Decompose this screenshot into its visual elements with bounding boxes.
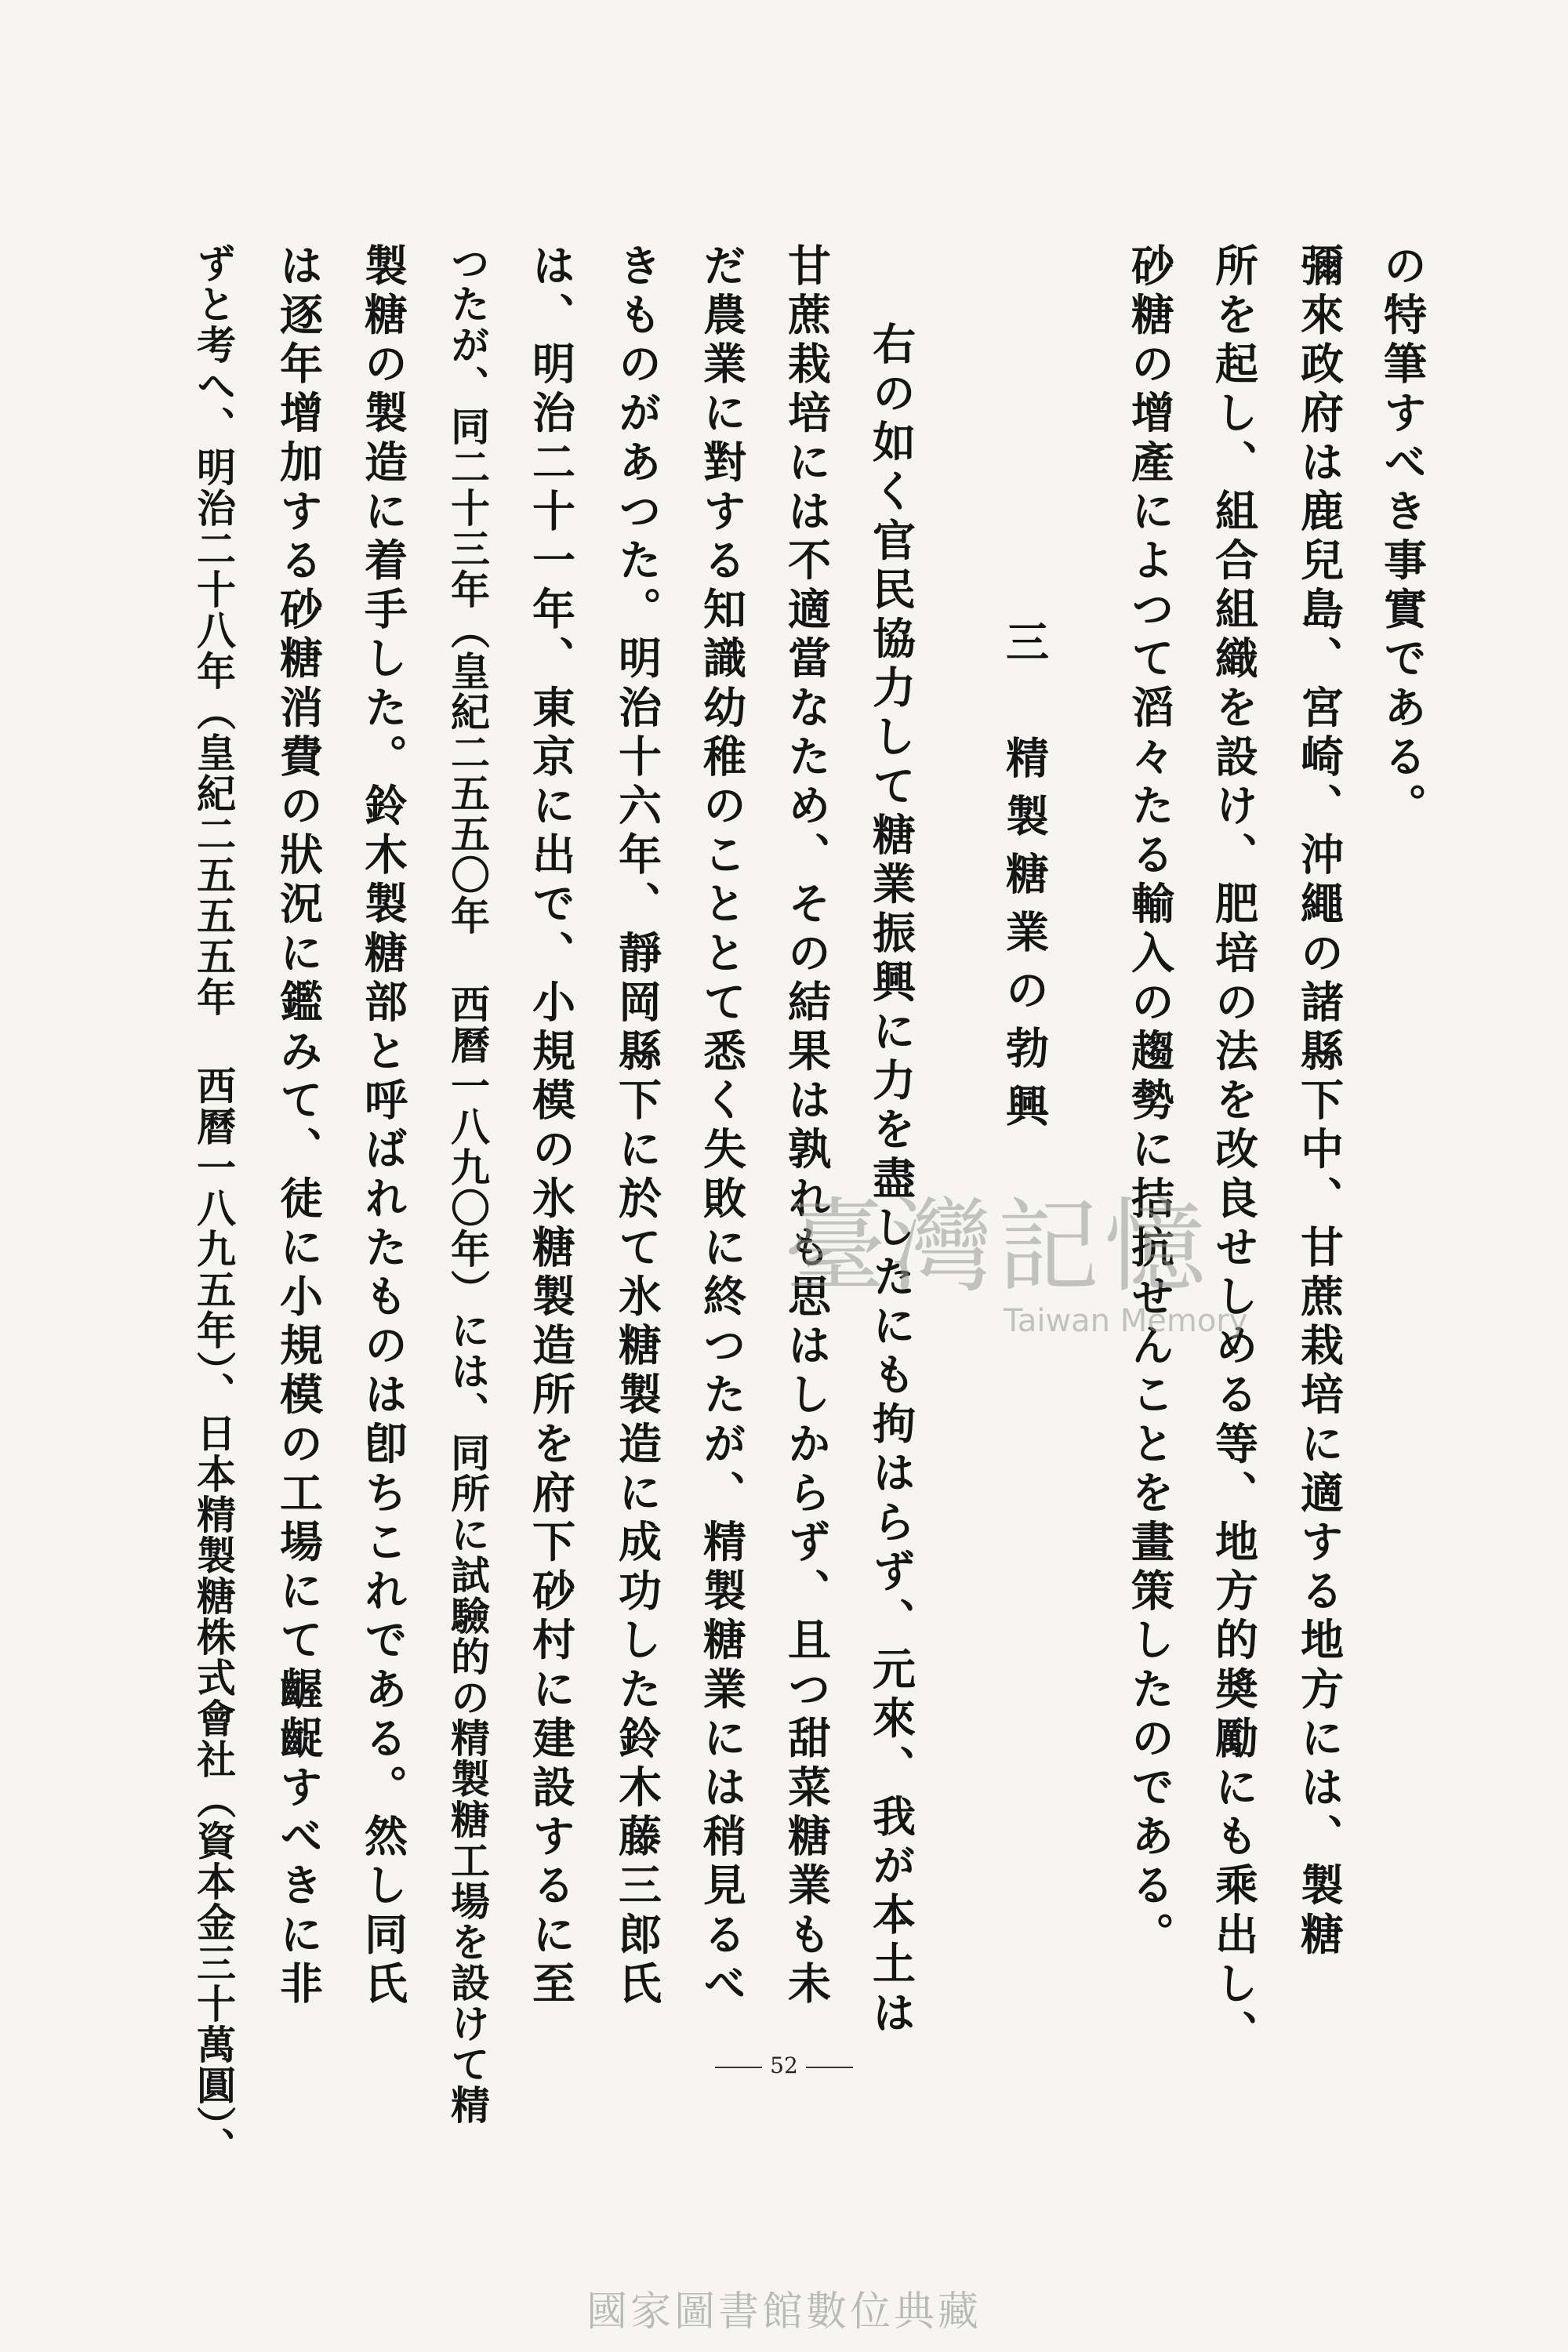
text-column-8: だ農業に對する知識幼稚のこととて悉く失敗に終つたが、精製糖業には稍見るべ bbox=[696, 243, 747, 2010]
watermark-en: Taiwan Memory bbox=[1004, 1303, 1248, 1339]
text-column-7: 甘蔗栽培には不適當なため、その結果は孰れも思はしからず、且つ甜菜糖業も未 bbox=[781, 243, 832, 2010]
text-column-9: きものがあつた。明治十六年、靜岡縣下に於て氷糖製造に成功した鈴木藤三郎氏 bbox=[612, 243, 662, 2010]
text-column-13: は逐年增加する砂糖消費の狀況に鑑みて、徒に小規模の工場にて齷齪すべきに非 bbox=[273, 243, 324, 2010]
text-column-10: は、明治二十一年、東京に出で、小規模の氷糖製造所を府下砂村に建設するに至 bbox=[525, 243, 576, 2010]
library-footer: 國家圖書館數位典藏 bbox=[586, 2288, 982, 2336]
watermark-logo bbox=[784, 1187, 1301, 1348]
text-column-2: 所を起し、組合組織を設け、肥培の法を改良せしめる等、地方的奬勵にも乘出し、 bbox=[1208, 243, 1259, 2060]
page-number: 52 bbox=[706, 2053, 862, 2078]
text-column-1: 砂糖の增產によつて滔々たる輸入の趨勢に拮抗せんことを畫策したのである。 bbox=[1124, 243, 1175, 1961]
text-column-4: の特筆すべき事實である。 bbox=[1377, 243, 1428, 833]
section-heading: 三 精製糖業の勃興 bbox=[999, 619, 1050, 1142]
text-column-3: 彌來政府は鹿兒島、宮崎、沖繩の諸縣下中、甘蔗栽培に適する地方には、製糖 bbox=[1294, 243, 1345, 1961]
text-column-11: つたが、同二十三年（皇紀二五五〇年 西曆一八九〇年）には、同所に試驗的の精製糖工場を設けて精 bbox=[445, 243, 491, 2125]
text-column-14: ずと考へ、明治二十八年（皇紀二五五五年 西曆一八九五年）、日本精製糖株式會社（資本金三十萬圓）、 bbox=[191, 243, 237, 2168]
text-column-6: 右の如く官民協力して糖業振興に力を盡したにも拘はらず、元來、我が本土は bbox=[866, 321, 916, 2039]
watermark-cjk: 臺灣記憶 bbox=[784, 1187, 1211, 1306]
text-column-12: 製糖の製造に着手した。鈴木製糖部と呼ばれたものは卽ちこれである。然し同氏 bbox=[358, 243, 408, 2010]
